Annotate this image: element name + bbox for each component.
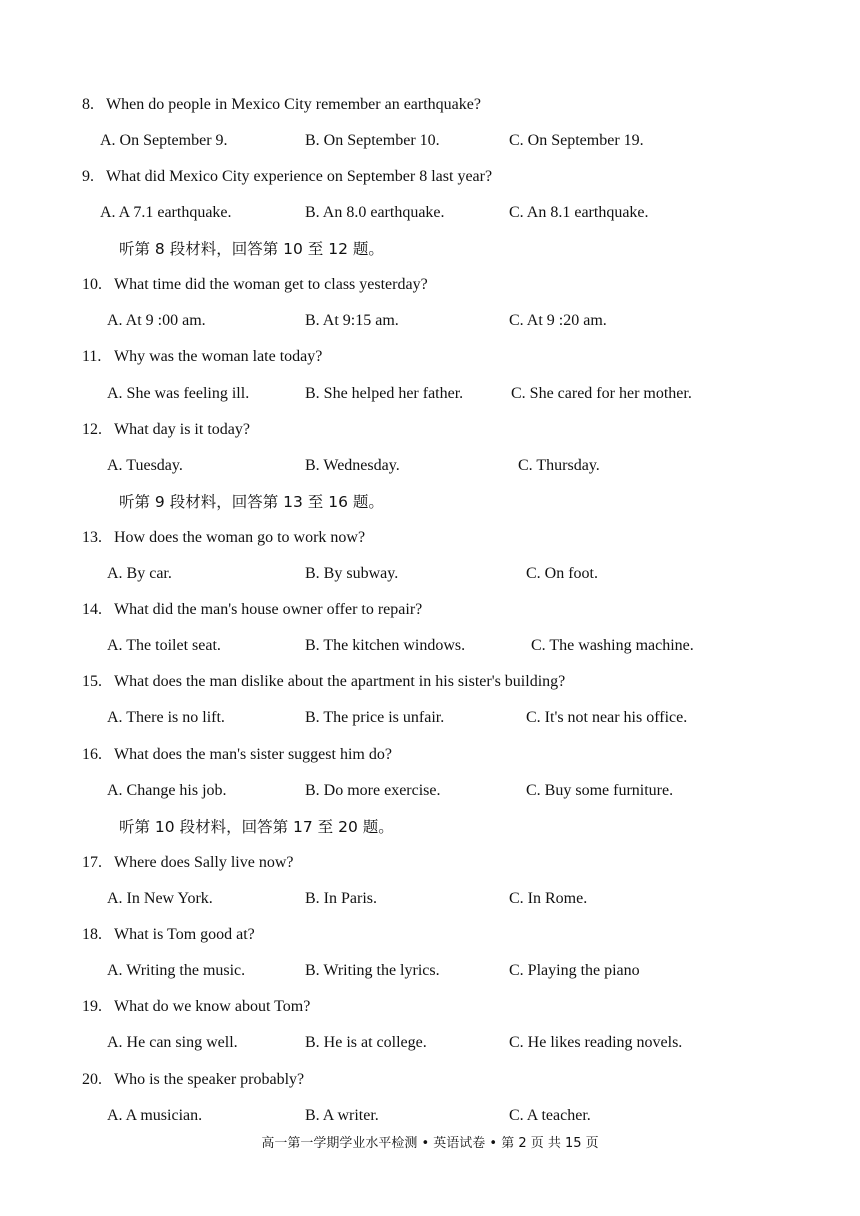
question-text: Why was the woman late today? — [114, 348, 323, 365]
option-b: B. Wednesday. — [305, 457, 400, 474]
question-text: What did the man's house owner offer to repair? — [114, 601, 423, 618]
question-number: 11. — [82, 348, 102, 365]
question-text: What do we know about Tom? — [114, 998, 311, 1015]
option-b: B. Writing the lyrics. — [305, 962, 440, 979]
option-c: C. At 9 :20 am. — [509, 312, 607, 329]
option-b: B. He is at college. — [305, 1034, 427, 1051]
page-footer: 高一第一学期学业水平检测 • 英语试卷 • 第 2 页 共 15 页 — [261, 1136, 599, 1151]
question-number: 15. — [82, 673, 102, 690]
question-number: 13. — [82, 529, 102, 546]
option-c: C. A teacher. — [509, 1107, 591, 1124]
option-a: A. At 9 :00 am. — [107, 312, 206, 329]
option-a: A. There is no lift. — [107, 709, 225, 726]
question-20 — [82, 1070, 304, 1090]
question-text: What is Tom good at? — [114, 926, 255, 943]
question-text: What time did the woman get to class yesterday? — [114, 276, 428, 293]
option-b: B. The kitchen windows. — [305, 637, 466, 654]
question-text: Who is the speaker probably? — [114, 1071, 305, 1088]
option-b: B. An 8.0 earthquake. — [305, 204, 445, 221]
option-c: C. She cared for her mother. — [511, 385, 692, 402]
question-14 — [82, 600, 422, 620]
question-text: When do people in Mexico City remember an earthquake? — [106, 96, 481, 113]
question-19 — [82, 997, 310, 1017]
question-number: 19. — [82, 998, 102, 1015]
option-c: C. On foot. — [526, 565, 598, 582]
question-9 — [82, 167, 492, 187]
option-b: B. She helped her father. — [305, 385, 464, 402]
option-c: C. He likes reading novels. — [509, 1034, 683, 1051]
option-a: A. Writing the music. — [107, 962, 246, 979]
question-text: What does the man's sister suggest him do? — [114, 746, 392, 763]
option-a: A. By car. — [107, 565, 172, 582]
question-number: 17. — [82, 854, 102, 871]
option-b: B. The price is unfair. — [305, 709, 445, 726]
question-17 — [82, 853, 294, 873]
question-8 — [82, 95, 481, 115]
option-b: B. At 9:15 am. — [305, 312, 399, 329]
option-c: C. Buy some furniture. — [526, 782, 674, 799]
option-b: B. By subway. — [305, 565, 399, 582]
question-text: Where does Sally live now? — [114, 854, 294, 871]
option-c: C. Playing the piano — [509, 962, 640, 979]
question-number: 8. — [82, 96, 94, 113]
option-b: B. A writer. — [305, 1107, 379, 1124]
option-c: C. In Rome. — [509, 890, 588, 907]
question-number: 14. — [82, 601, 102, 618]
option-b: B. On September 10. — [305, 132, 440, 149]
question-15 — [82, 672, 565, 692]
question-16 — [82, 745, 392, 765]
question-text: What did Mexico City experience on September 8 last year? — [106, 168, 493, 185]
question-text: What does the man dislike about the apartment in his sister's building? — [114, 673, 566, 690]
option-a: A. Change his job. — [107, 782, 227, 799]
question-number: 10. — [82, 276, 102, 293]
question-10 — [82, 275, 428, 295]
option-b: B. In Paris. — [305, 890, 377, 907]
option-a: A. He can sing well. — [107, 1034, 238, 1051]
section-instruction: 听第 8 段材料，回答第 10 至 12 题。 — [119, 240, 384, 258]
option-b: B. Do more exercise. — [305, 782, 441, 799]
option-c: C. On September 19. — [509, 132, 644, 149]
question-18 — [82, 925, 255, 945]
question-11 — [82, 347, 322, 367]
option-a: A. In New York. — [107, 890, 213, 907]
question-number: 9. — [82, 168, 94, 185]
option-c: C. Thursday. — [518, 457, 600, 474]
option-a: A. On September 9. — [100, 132, 228, 149]
question-text: How does the woman go to work now? — [114, 529, 366, 546]
option-a: A. She was feeling ill. — [107, 385, 250, 402]
question-12 — [82, 420, 250, 440]
option-c: C. An 8.1 earthquake. — [509, 204, 649, 221]
question-number: 12. — [82, 421, 102, 438]
option-a: A. The toilet seat. — [107, 637, 221, 654]
question-13 — [82, 528, 365, 548]
question-number: 20. — [82, 1071, 102, 1088]
option-c: C. It's not near his office. — [526, 709, 688, 726]
section-instruction: 听第 9 段材料，回答第 13 至 16 题。 — [119, 493, 384, 511]
question-number: 18. — [82, 926, 102, 943]
question-text: What day is it today? — [114, 421, 250, 438]
option-a: A. Tuesday. — [107, 457, 183, 474]
option-a: A. A 7.1 earthquake. — [100, 204, 232, 221]
section-instruction: 听第 10 段材料，回答第 17 至 20 题。 — [119, 818, 394, 836]
question-number: 16. — [82, 746, 102, 763]
option-c: C. The washing machine. — [531, 637, 694, 654]
option-a: A. A musician. — [107, 1107, 203, 1124]
